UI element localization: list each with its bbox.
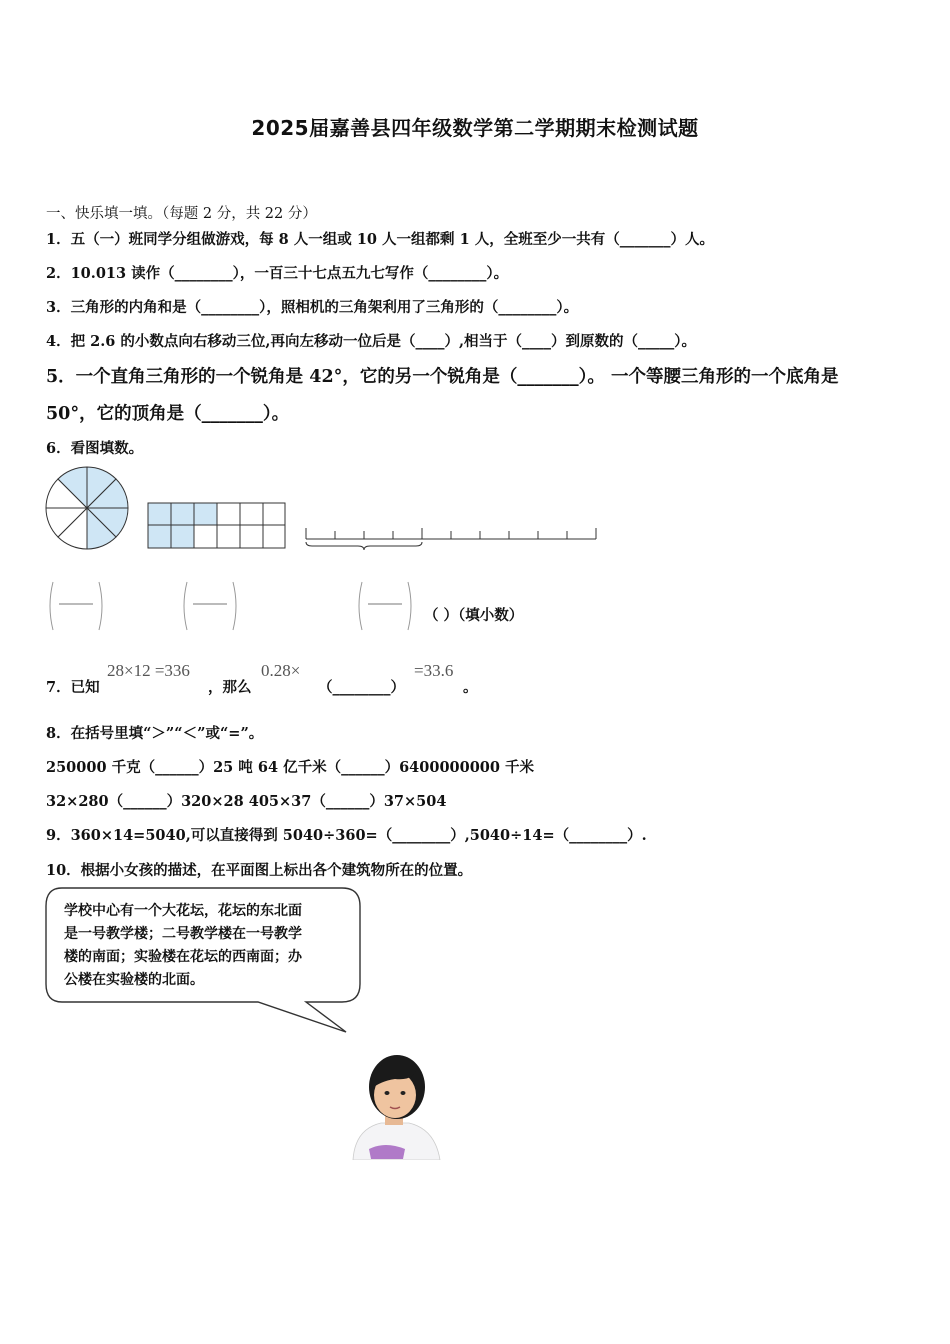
question-5-line2: 50°，它的顶角是（_______）。 <box>46 404 290 424</box>
question-7-end: 。 <box>463 679 478 696</box>
fraction-answer-box-3[interactable] <box>354 580 416 632</box>
question-10: 10．根据小女孩的描述，在平面图上标出各个建筑物所在的位置。 <box>46 862 473 879</box>
bubble-line: 是一号教学楼；二号教学楼在一号教学 <box>64 926 302 942</box>
question-3: 3．三角形的内角和是（________），照相机的三角架利用了三角形的（________）。 <box>46 299 579 316</box>
girl-illustration <box>345 1045 445 1160</box>
fraction-answer-box-2[interactable] <box>179 580 241 632</box>
grid-fraction-figure <box>147 502 287 550</box>
bubble-line: 学校中心有一个大花坛，花坛的东北面 <box>64 903 302 919</box>
bubble-text <box>64 900 302 992</box>
question-8-row-1: 250000 千克（______）25 吨 64 亿千米（______）6400000000 千米 <box>46 759 535 776</box>
bubble-line: 楼的南面；实验楼在花坛的西南面；办 <box>64 949 302 965</box>
section-heading: 一、快乐填一填。（每题 2 分，共 22 分） <box>46 206 317 222</box>
question-7-result: =33.6 <box>414 661 454 680</box>
decimal-answer-hint: （ ）（填小数） <box>424 607 524 624</box>
page-title: 2025届嘉善县四年级数学第二学期期末检测试题 <box>251 116 699 140</box>
bubble-line: 公楼在实验楼的北面。 <box>64 972 204 988</box>
question-7-given: 28×12 =336 <box>107 661 190 680</box>
number-line-figure <box>302 522 602 552</box>
question-9: 9．360×14=5040,可以直接得到 5040÷360=（________）,5040÷14=（________）. <box>46 827 647 844</box>
circle-fraction-figure <box>44 465 130 551</box>
question-7-then: ，那么 <box>208 679 252 696</box>
question-4: 4．把 2.6 的小数点向右移动三位,再向左移动一位后是（____）,相当于（____）到原数的（_____）。 <box>46 333 697 350</box>
question-2: 2．10.013 读作（________），一百三十七点五九七写作（________）。 <box>46 265 509 282</box>
fraction-answer-box-1[interactable] <box>45 580 107 632</box>
question-7-blank[interactable]: （________） <box>318 679 405 696</box>
question-7-expr: 0.28× <box>261 661 301 680</box>
question-5-line1: 5．一个直角三角形的一个锐角是 42°，它的另一个锐角是（_______）。 一个等腰三角形的一个底角是 <box>46 367 839 387</box>
question-1: 1．五（一）班同学分组做游戏，每 8 人一组或 10 人一组都剩 1 人，全班至少一共有（_______）人。 <box>46 231 714 248</box>
question-6: 6．看图填数。 <box>46 440 144 457</box>
question-8-row-2: 32×280（______）320×28 405×37（______）37×504 <box>46 793 447 810</box>
question-7-prefix: 7．已知 <box>46 679 100 696</box>
question-8: 8．在括号里填“＞”“＜”或“=”。 <box>46 725 264 742</box>
